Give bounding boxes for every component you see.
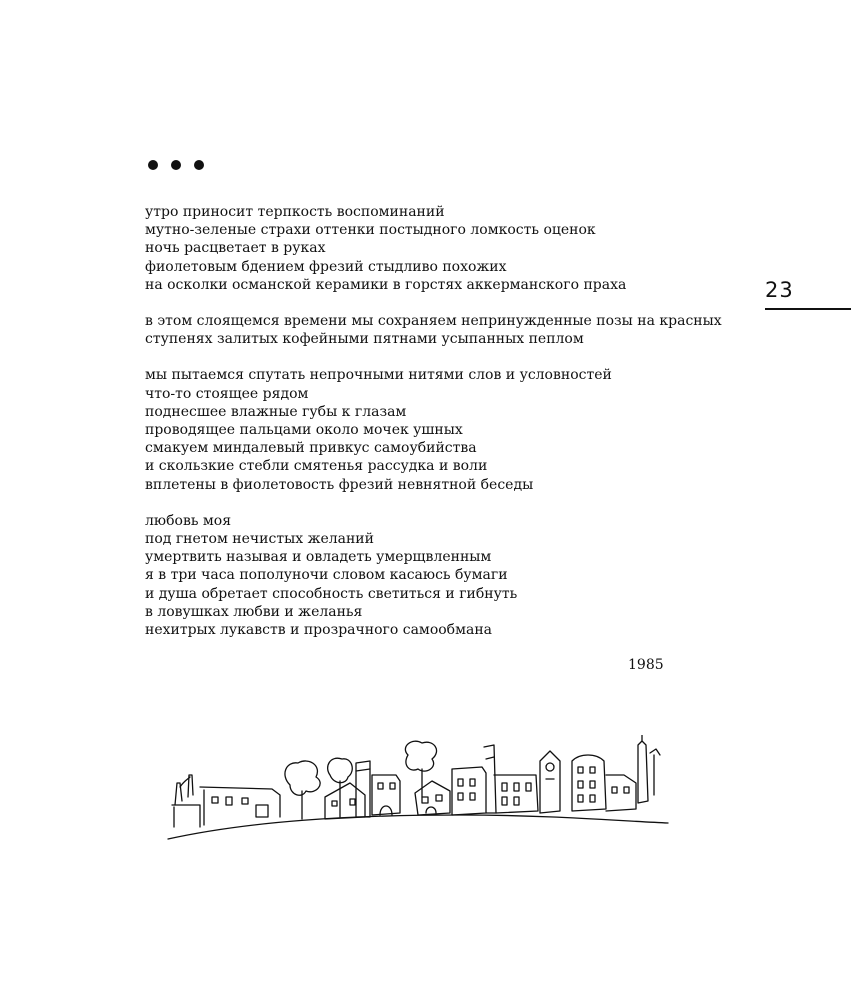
poem-line: ступенях залитых кофейными пятнами усыпанных пеплом	[145, 331, 584, 348]
poem-line: и душа обретает способность светиться и гибнуть	[145, 585, 518, 602]
dot	[194, 160, 204, 170]
poem-line: смакуем миндалевый привкус самоубийства	[145, 440, 477, 457]
poem-line: в ловушках любви и желанья	[145, 603, 363, 620]
poem-year: 1985	[628, 657, 664, 673]
stanza	[145, 203, 745, 294]
page-number: 23	[765, 278, 794, 302]
ellipsis-dots-icon	[148, 160, 204, 170]
page-number-rule	[765, 308, 851, 310]
poem-line: поднесшее влажные губы к глазам	[145, 403, 407, 420]
stanza	[145, 312, 745, 348]
poem-line: умертвить называя и овладеть умерщвленным	[145, 549, 492, 566]
poem-line: я в три часа пополуночи словом касаюсь бумаги	[145, 567, 508, 584]
poem-line: утро приносит терпкость воспоминаний	[145, 204, 445, 220]
poem-line: мутно-зеленые страхи оттенки постыдного ломкость оценок	[145, 222, 596, 239]
poem-line: нехитрых лукавств и прозрачного самообмана	[145, 622, 493, 639]
dot	[171, 160, 181, 170]
poem-line: проводящее пальцами около мочек ушных	[145, 422, 463, 439]
stanza	[145, 512, 745, 639]
poem-line: любовь моя	[145, 512, 232, 529]
poem-line: и скользкие стебли смятенья рассудка и воли	[145, 458, 488, 475]
town-skyline-sketch-icon	[160, 735, 670, 850]
poem-line: на осколки османской керамики в горстях аккерманского праха	[145, 276, 627, 293]
poem-body	[145, 203, 745, 657]
dot	[148, 160, 158, 170]
poem-line: что-то стоящее рядом	[145, 385, 309, 402]
stanza	[145, 366, 745, 493]
poem-line: фиолетовым бдением фрезий стыдливо похожих	[145, 258, 507, 275]
poem-line: вплетены в фиолетовость фрезий невнятной беседы	[145, 476, 534, 493]
poem-line: мы пытаемся спутать непрочными нитями слов и условностей	[145, 367, 612, 384]
poem-line: ночь расцветает в руках	[145, 240, 326, 257]
poem-line: в этом слоящемся времени мы сохраняем непринужденные позы на красных	[145, 313, 722, 330]
poem-line: под гнетом нечистых желаний	[145, 531, 374, 548]
